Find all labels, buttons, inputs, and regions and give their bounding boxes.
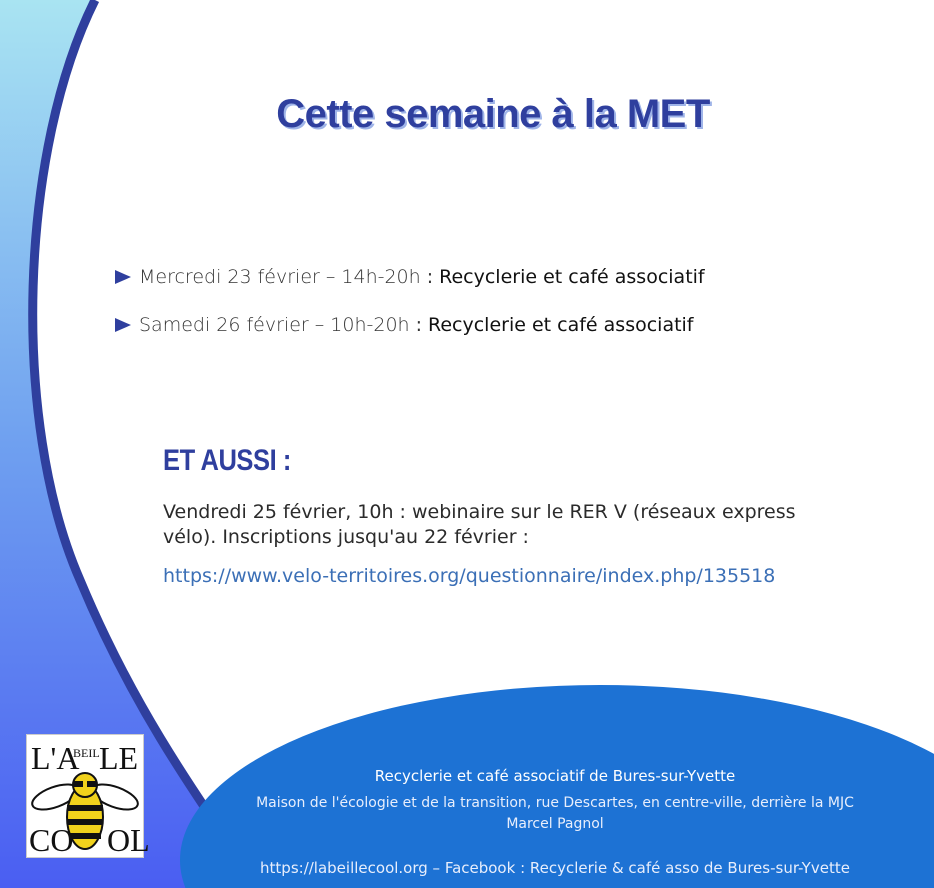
bee-icon (27, 735, 150, 858)
footer-links[interactable]: https://labeillecool.org – Facebook : Recyclerie & café asso de Bures-sur-Yvette (260, 859, 850, 877)
triangle-right-icon (115, 318, 131, 332)
schedule-item (115, 310, 835, 340)
aussi-heading: ET AUSSI : (163, 444, 291, 477)
svg-text:BEIL: BEIL (73, 746, 100, 760)
svg-text:CO: CO (29, 822, 74, 858)
aussi-description: Vendredi 25 février, 10h : webinaire sur le RER V (réseaux express vélo). Inscriptions jusqu'au 22 février : (163, 501, 796, 548)
svg-text:L'A: L'A (31, 740, 80, 776)
svg-text:OL: OL (107, 822, 150, 858)
questionnaire-link[interactable]: https://www.velo-territoires.org/questionnaire/index.php/135518 (163, 565, 776, 587)
schedule-what: Recyclerie et café associatif (439, 266, 705, 288)
triangle-right-icon (115, 270, 131, 284)
schedule-separator: : (415, 314, 422, 336)
page-title: Cette semaine à la MET (276, 92, 710, 136)
svg-text:LE: LE (99, 740, 139, 776)
schedule-list (115, 262, 835, 358)
schedule-separator: : (426, 266, 434, 288)
footer-name: Recyclerie et café associatif de Bures-sur-Yvette (374, 767, 736, 785)
schedule-when: Mercredi 23 février – 14h-20h (139, 266, 421, 288)
schedule-what: Recyclerie et café associatif (428, 314, 694, 336)
schedule-item (115, 262, 835, 292)
footer-address: Maison de l'écologie et de la transition, rue Descartes, en centre-ville, derrière la MJC Marcel Pagnol (256, 795, 854, 832)
labeille-cool-logo (26, 734, 150, 858)
schedule-when: Samedi 26 février – 10h-20h (139, 314, 410, 336)
